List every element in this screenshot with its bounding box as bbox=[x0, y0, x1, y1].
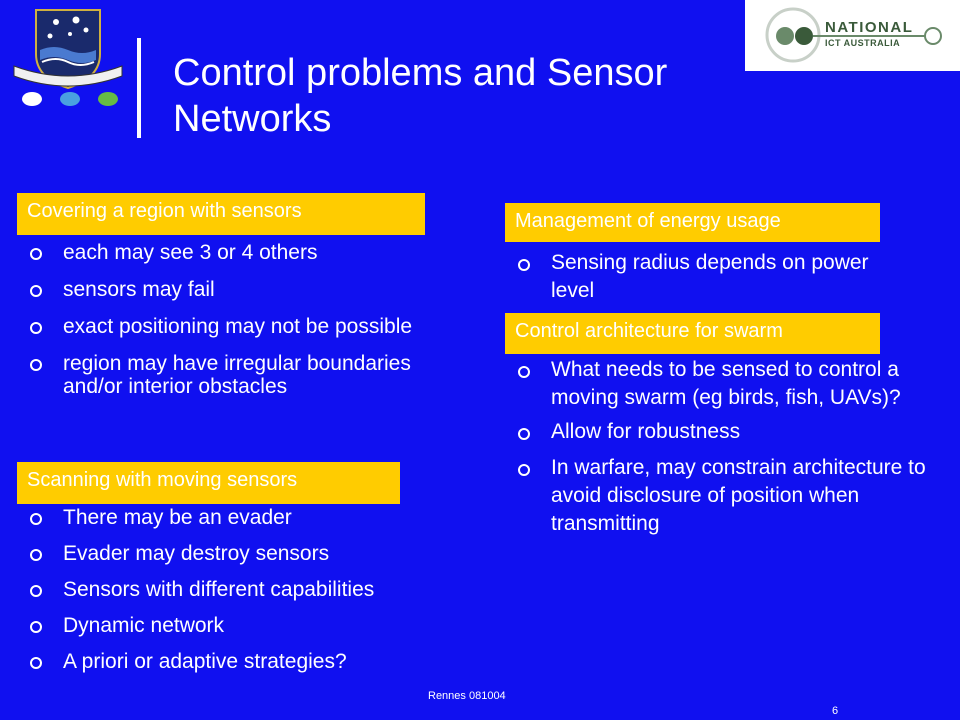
bullet-icon bbox=[30, 585, 42, 597]
list-item-text: What needs to be sensed to control a moving swarm (eg birds, fish, UAVs)? bbox=[551, 358, 901, 409]
footer-label: Rennes 081004 bbox=[428, 690, 506, 702]
logo-line-2: ICT AUSTRALIA bbox=[825, 38, 901, 48]
list-item bbox=[26, 542, 466, 565]
bullet-icon bbox=[30, 621, 42, 633]
bullet-icon bbox=[518, 259, 530, 271]
logo-line-1: NATIONAL bbox=[825, 19, 914, 36]
bullet-icon bbox=[30, 248, 42, 260]
bullet-icon bbox=[30, 657, 42, 669]
list-item-text: Allow for robustness bbox=[551, 420, 741, 443]
list-covering-region bbox=[26, 241, 426, 398]
bullet-icon bbox=[518, 464, 530, 476]
list-item bbox=[26, 614, 466, 637]
bullet-icon bbox=[30, 285, 42, 297]
list-item bbox=[26, 352, 426, 398]
list-item bbox=[26, 241, 426, 264]
list-energy-usage bbox=[514, 249, 914, 305]
list-item-text: sensors may fail bbox=[63, 278, 215, 301]
list-item bbox=[26, 315, 426, 338]
page-number: 6 bbox=[832, 705, 839, 717]
list-item bbox=[26, 578, 466, 601]
list-item bbox=[26, 278, 426, 301]
list-item bbox=[26, 650, 466, 673]
title-divider bbox=[137, 38, 141, 138]
list-item-text: exact positioning may not be possible bbox=[63, 315, 413, 338]
list-scanning-moving-sensors bbox=[26, 506, 466, 673]
list-item-text: Dynamic network bbox=[63, 614, 225, 637]
bullet-icon bbox=[518, 366, 530, 378]
slide-title: Control problems and Sensor Networks bbox=[173, 52, 668, 140]
list-item bbox=[26, 506, 466, 529]
header-scanning-moving-sensors: Scanning with moving sensors bbox=[17, 462, 400, 504]
header-covering-region: Covering a region with sensors bbox=[17, 193, 425, 235]
list-item-text: In warfare, may constrain architecture to avoid disclosure of position when transmitting bbox=[551, 456, 926, 535]
university-crest-icon bbox=[6, 4, 130, 108]
list-item-text: There may be an evader bbox=[63, 506, 292, 529]
list-item bbox=[514, 418, 934, 446]
bullet-icon bbox=[30, 549, 42, 561]
list-control-architecture bbox=[514, 356, 934, 538]
bullet-icon bbox=[30, 322, 42, 334]
list-item-text: Sensors with different capabilities bbox=[63, 578, 375, 601]
list-item bbox=[514, 249, 914, 305]
list-item-text: each may see 3 or 4 others bbox=[63, 241, 318, 264]
list-item-text: Sensing radius depends on power level bbox=[551, 251, 869, 302]
list-item-text: A priori or adaptive strategies? bbox=[63, 650, 347, 673]
list-item-text: Evader may destroy sensors bbox=[63, 542, 330, 565]
bullet-icon bbox=[30, 513, 42, 525]
list-item bbox=[514, 454, 934, 538]
bullet-icon bbox=[30, 359, 42, 371]
list-item bbox=[514, 356, 934, 412]
header-control-architecture: Control architecture for swarm bbox=[505, 313, 880, 354]
bullet-icon bbox=[518, 428, 530, 440]
list-item-text: region may have irregular boundaries and/or interior obstacles bbox=[63, 352, 411, 398]
header-energy-usage: Management of energy usage bbox=[505, 203, 880, 242]
